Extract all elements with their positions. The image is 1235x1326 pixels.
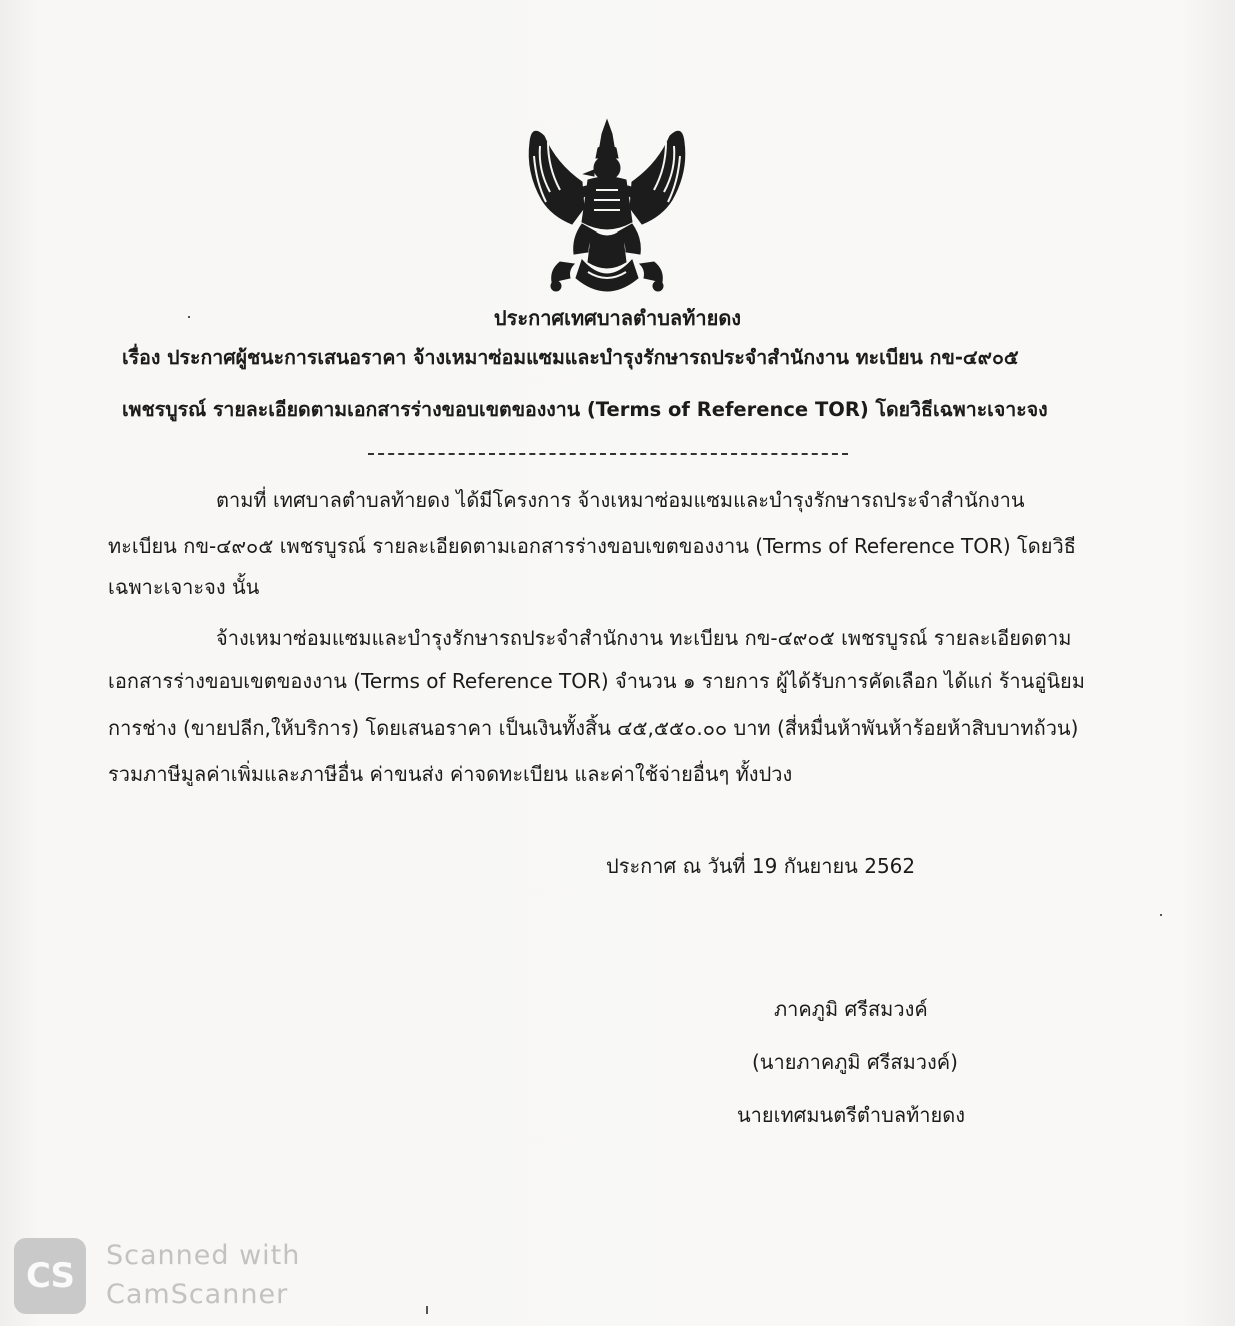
- paragraph-2-line-2: เอกสารร่างขอบเขตของงาน (Terms of Reference TOR) จำนวน ๑ รายการ ผู้ได้รับการคัดเลือก ได้แก่ ร้านอู่นิยม: [108, 669, 1085, 693]
- paragraph-1-line-3: เฉพาะเจาะจง นั้น: [108, 575, 260, 599]
- camscanner-logo-text: CS: [25, 1256, 75, 1296]
- camscanner-logo-icon: [14, 1238, 86, 1314]
- subject-line-2: เพชรบูรณ์ รายละเอียดตามเอกสารร่างขอบเขตของงาน (Terms of Reference TOR) โดยวิธีเฉพาะเจาะจง: [122, 398, 1048, 421]
- separator-rule: [368, 453, 848, 455]
- subject-line-1: เรื่อง ประกาศผู้ชนะการเสนอราคา จ้างเหมาซ่อมแซมและบำรุงรักษารถประจำสำนักงาน ทะเบียน กข-๔๙๐๕: [122, 346, 1019, 369]
- scan-speck: [1160, 914, 1162, 916]
- garuda-emblem-icon: [522, 112, 692, 302]
- paragraph-1-line-2: ทะเบียน กข-๔๙๐๕ เพชรบูรณ์ รายละเอียดตามเอกสารร่างขอบเขตของงาน (Terms of Reference TOR) โดยวิธี: [108, 534, 1076, 558]
- paragraph-1-line-1: ตามที่ เทศบาลตำบลท้ายดง ได้มีโครงการ จ้างเหมาซ่อมแซมและบำรุงรักษารถประจำสำนักงาน: [216, 488, 1025, 512]
- paragraph-2-line-1: จ้างเหมาซ่อมแซมและบำรุงรักษารถประจำสำนักงาน ทะเบียน กข-๔๙๐๕ เพชรบูรณ์ รายละเอียดตาม: [216, 626, 1072, 650]
- watermark-line-1: Scanned with: [106, 1240, 301, 1271]
- paragraph-2-line-4: รวมภาษีมูลค่าเพิ่มและภาษีอื่น ค่าขนส่ง ค่าจดทะเบียน และค่าใช้จ่ายอื่นๆ ทั้งปวง: [108, 762, 793, 786]
- scan-speck: [426, 1306, 428, 1314]
- watermark-line-2: CamScanner: [106, 1279, 289, 1310]
- signature-name: ภาคภูมิ ศรีสมวงค์: [774, 997, 928, 1021]
- printed-name: (นายภาคภูมิ ศรีสมวงค์): [752, 1050, 958, 1074]
- announcement-title: ประกาศเทศบาลตำบลท้ายดง: [493, 306, 742, 330]
- paragraph-2-line-3: การช่าง (ขายปลีก,ให้บริการ) โดยเสนอราคา เป็นเงินทั้งสิ้น ๔๕,๕๕๐.๐๐ บาท (สี่หมื่นห้าพันห้าร้อยห้าสิบบาทถ้วน): [108, 716, 1079, 740]
- signer-position: นายเทศมนตรีตำบลท้ายดง: [737, 1103, 965, 1127]
- scan-speck: [188, 316, 190, 318]
- announcement-date: ประกาศ ณ วันที่ 19 กันยายน 2562: [606, 854, 916, 878]
